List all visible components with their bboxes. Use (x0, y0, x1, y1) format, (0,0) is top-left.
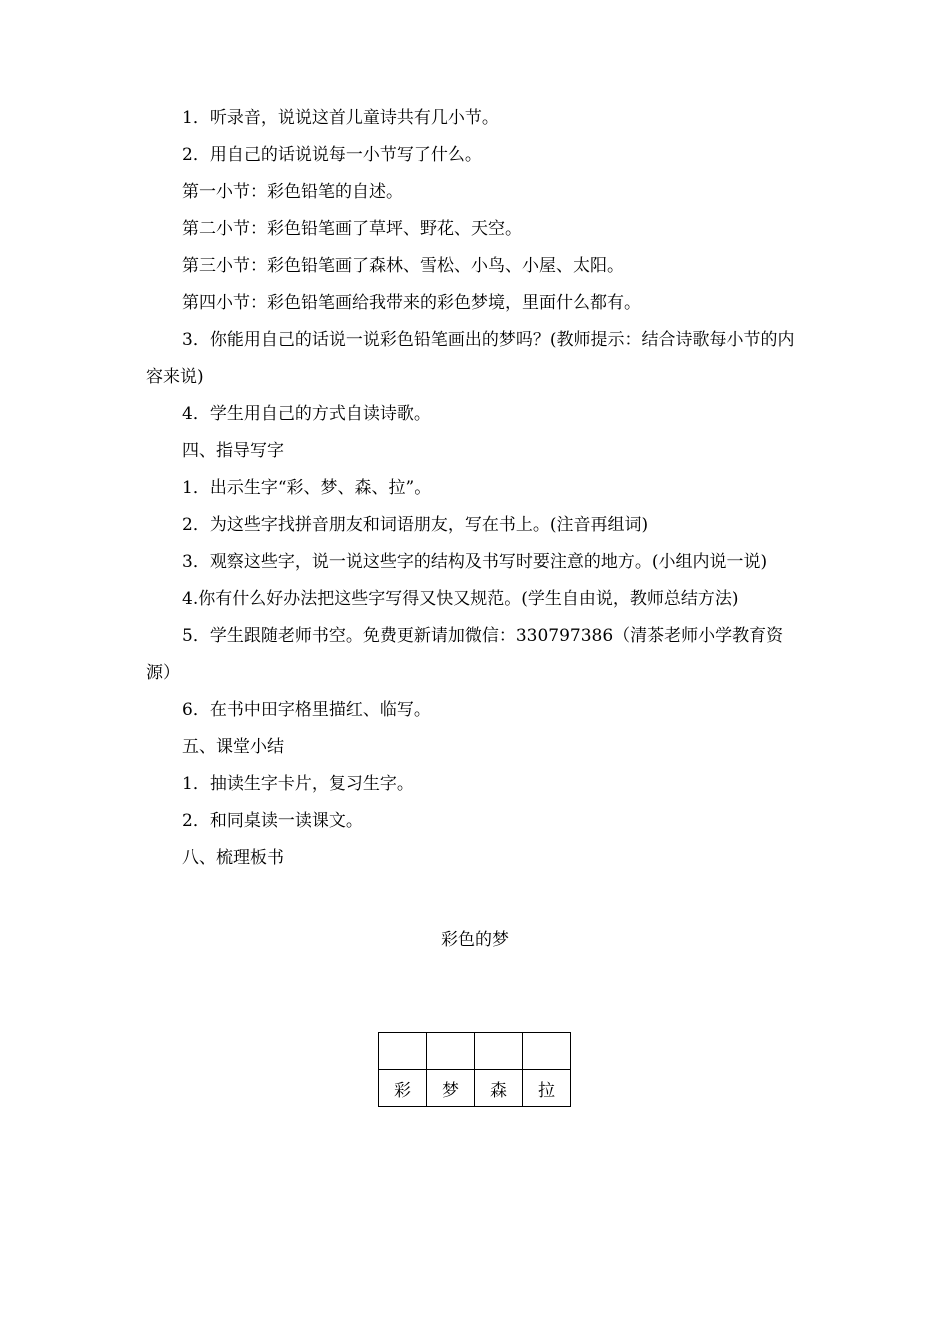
char-cell: 梦 (427, 1070, 475, 1107)
paragraph-16: 2．和同桌读一读课文。 (182, 811, 363, 831)
section-heading-4: 四、指导写字 (182, 441, 284, 461)
paragraph-4: 第二小节：彩色铅笔画了草坪、野花、天空。 (182, 219, 522, 239)
paragraph-10: 2．为这些字找拼音朋友和词语朋友，写在书上。(注音再组词) (182, 515, 649, 535)
lesson-content (146, 100, 808, 877)
empty-cell (427, 1033, 475, 1070)
section-heading-8: 八、梳理板书 (182, 848, 284, 868)
section-heading-5: 五、课堂小结 (182, 737, 284, 757)
paragraph-6: 第四小节：彩色铅笔画给我带来的彩色梦境，里面什么都有。 (182, 293, 641, 313)
paragraph-8: 4．学生用自己的方式自读诗歌。 (182, 404, 431, 424)
empty-row (379, 1033, 571, 1070)
paragraph-3: 第一小节：彩色铅笔的自述。 (182, 182, 403, 202)
character-grid (378, 1032, 571, 1107)
paragraph-9: 1．出示生字“彩、梦、森、拉”。 (182, 478, 432, 498)
paragraph-13: 5．学生跟随老师书空。免费更新请加微信：330797386（清茶老师小学教育资源） (146, 626, 784, 683)
paragraph-5: 第三小节：彩色铅笔画了森林、雪松、小鸟、小屋、太阳。 (182, 256, 624, 276)
paragraph-2: 2．用自己的话说说每一小节写了什么。 (182, 145, 482, 165)
paragraph-11: 3．观察这些字，说一说这些字的结构及书写时要注意的地方。(小组内说一说) (182, 552, 768, 572)
character-row (379, 1070, 571, 1107)
empty-cell (475, 1033, 523, 1070)
paragraph-7: 3．你能用自己的话说一说彩色铅笔画出的梦吗？(教师提示：结合诗歌每小节的内容来说) (146, 330, 795, 387)
char-cell: 拉 (523, 1070, 571, 1107)
paragraph-1: 1．听录音，说说这首儿童诗共有几小节。 (182, 108, 499, 128)
char-cell: 彩 (379, 1070, 427, 1107)
char-cell: 森 (475, 1070, 523, 1107)
empty-cell (379, 1033, 427, 1070)
paragraph-15: 1．抽读生字卡片，复习生字。 (182, 774, 414, 794)
empty-cell (523, 1033, 571, 1070)
board-title: 彩色的梦 (441, 930, 509, 950)
paragraph-14: 6．在书中田字格里描红、临写。 (182, 700, 431, 720)
paragraph-12: 4.你有什么好办法把这些字写得又快又规范。(学生自由说，教师总结方法) (182, 589, 739, 609)
